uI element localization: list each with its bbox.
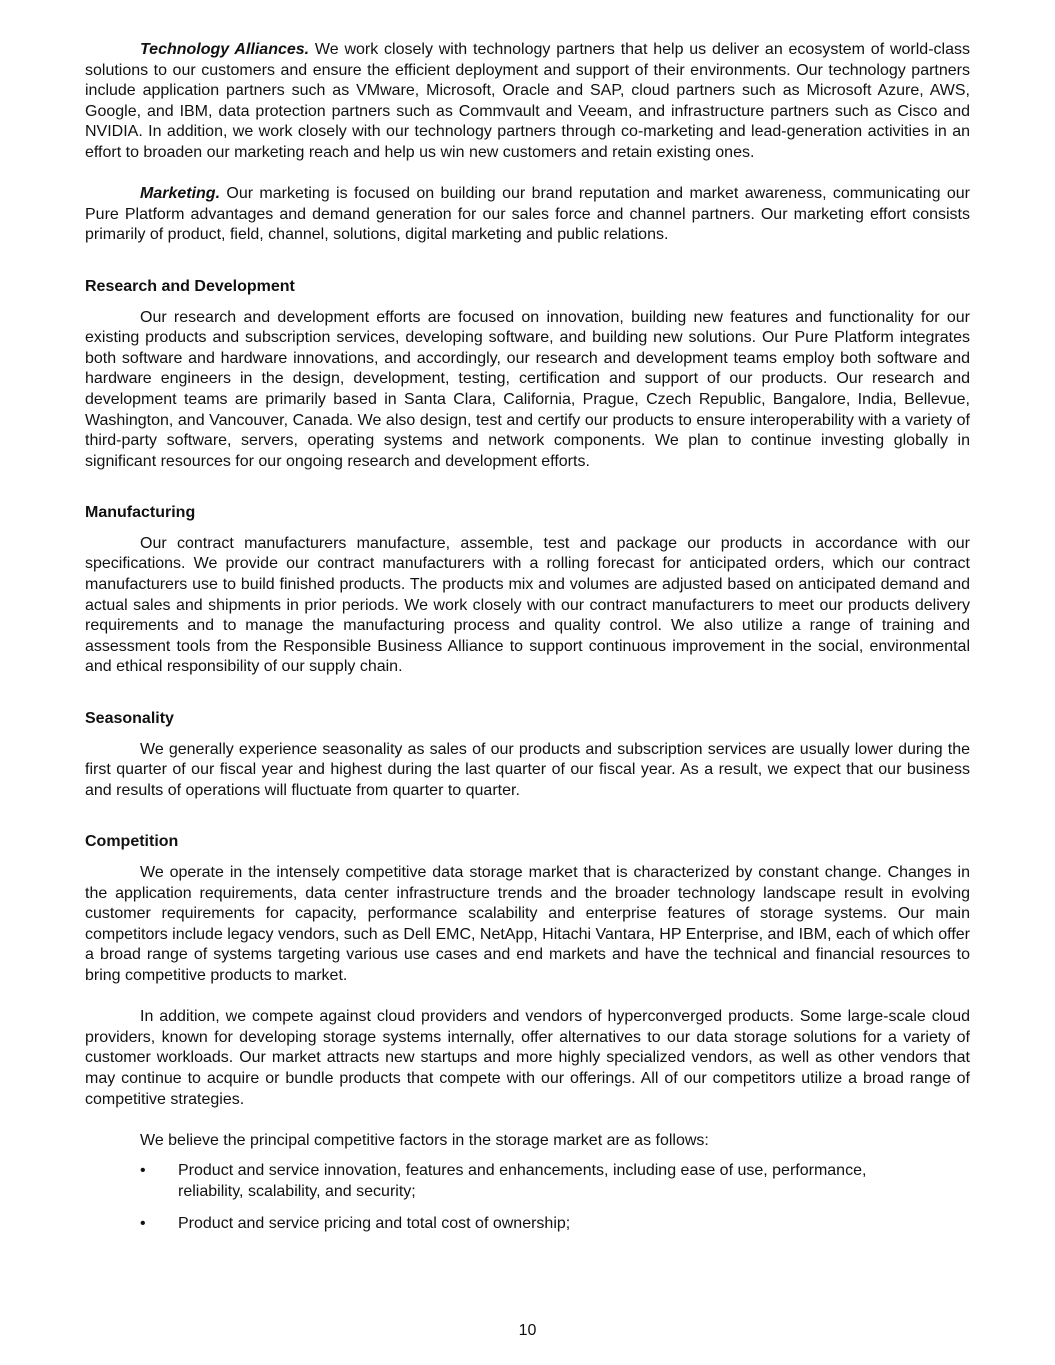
- competition-paragraph-2: In addition, we compete against cloud providers and vendors of hyperconverged products. Some large-scale cloud providers, known for developing storage systems internally, offer alternatives to our data storage solutions for a variety of customer workloads. Our market attracts new startups and more highly specialized vendors, as well as other vendors that may continue to acquire or bundle products that compete with our offerings. All of our competitors utilize a broad range of competitive strategies.: [85, 1008, 970, 1108]
- competition-paragraph-1: We operate in the intensely competitive data storage market that is characterized by constant change. Changes in the application requirements, data center infrastructure trends and the broader technology landscape result in evolving customer requirements for capacity, performance scalability and enterprise features of storage systems. Our main competitors include legacy vendors, such as Dell EMC, NetApp, Hitachi Vantara, HP Enterprise, and IBM, each of which offer a broad range of systems targeting various use cases and end markets and have the technical and financial resources to bring competitive products to market.: [85, 864, 970, 984]
- list-item-text: Product and service pricing and total cost of ownership;: [178, 1214, 571, 1232]
- manufacturing-paragraph: Our contract manufacturers manufacture, assemble, test and package our products in accordance with our specifications. We provide our contract manufacturers with a rolling forecast for anticipated orders, which our contract manufacturers use to build finished products. The products mix and volumes are adjusted based on anticipated demand and actual sales and shipments in prior periods. We work closely with our contract manufacturers to meet our products delivery requirements and to manage the manufacturing process and quality control. We also utilize a range of training and assessment tools from the Responsible Business Alliance to support continuous improvement in the social, environmental and ethical responsibility of our supply chain.: [85, 534, 970, 676]
- marketing-text: Our marketing is focused on building our brand reputation and market awareness, communicating our Pure Platform advantages and demand generation for our sales force and channel partners. Our marketing effort consists primarily of product, field, channel, solutions, digital marketing and public relations.: [85, 185, 970, 244]
- list-item: [85, 1161, 970, 1202]
- marketing-lead: Marketing.: [140, 185, 221, 203]
- page-number: 10: [518, 1322, 537, 1339]
- bullet-icon: •: [140, 1214, 146, 1232]
- list-item-text: Product and service innovation, features and enhancements, including ease of use, performance, reliability, scalability, and security;: [178, 1162, 867, 1200]
- competitive-factors-list: [85, 1161, 970, 1234]
- tech-alliances-paragraph: [85, 40, 970, 164]
- document-page: [85, 40, 970, 1245]
- tech-alliances-text: We work closely with technology partners that help us deliver an ecosystem of world-class solutions to our customers and ensure the efficient deployment and support of their environments. Our technology partners include application partners such as VMware, Microsoft, Oracle and SAP, cloud partners such as Microsoft Azure, AWS, Google, and IBM, data protection partners such as Commvault and Veeam, and infrastructure partners such as Cisco and NVIDIA. In addition, we work closely with our technology partners through co-marketing and lead-generation activities in an effort to broaden our marketing reach and help us win new customers and retain existing ones.: [85, 41, 970, 161]
- competition-heading: Competition: [85, 833, 179, 851]
- seasonality-paragraph: We generally experience seasonality as sales of our products and subscription services are usually lower during the first quarter of our fiscal year and highest during the last quarter of our fiscal year. As a result, we expect that our business and results of operations will fluctuate from quarter to quarter.: [85, 740, 970, 799]
- seasonality-heading: Seasonality: [85, 710, 174, 728]
- bullet-icon: •: [140, 1162, 146, 1180]
- research-paragraph: Our research and development efforts are focused on innovation, building new features and functionality for our existing products and subscription services, developing software, and building new solutions. Our Pure Platform integrates both software and hardware innovations, and accordingly, our research and development teams employ both software and hardware engineers in the design, development, testing, certification and support of our products. Our research and development teams are primarily based in Santa Clara, California, Prague, Czech Republic, Bangalore, India, Bellevue, Washington, and Vancouver, Canada. We also design, test and certify our products to ensure interoperability with a variety of third-party software, servers, operating systems and network components. We plan to continue investing globally in significant resources for our ongoing research and development efforts.: [85, 308, 970, 470]
- list-item: [85, 1214, 970, 1235]
- tech-alliances-lead: Technology Alliances.: [140, 41, 310, 58]
- manufacturing-heading: Manufacturing: [85, 504, 196, 522]
- competition-paragraph-3: We believe the principal competitive factors in the storage market are as follows:: [140, 1131, 709, 1149]
- research-heading: Research and Development: [85, 277, 295, 295]
- marketing-paragraph: [85, 184, 970, 246]
